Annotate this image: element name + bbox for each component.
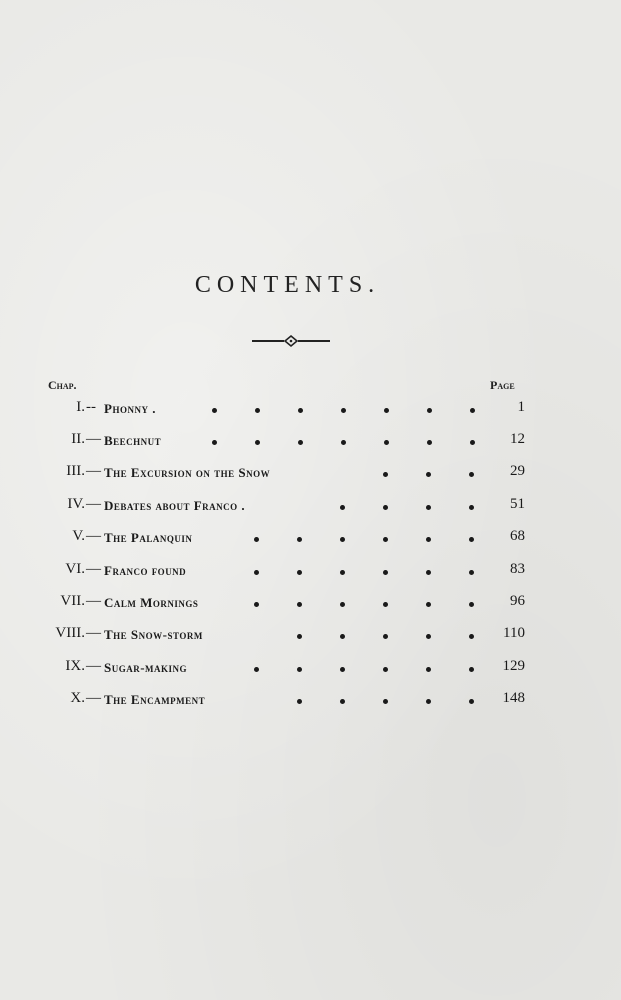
chapter-number: I.: [76, 399, 85, 415]
leader-dot: [383, 634, 388, 639]
page-number: 129: [502, 658, 525, 674]
page-number: 51: [510, 496, 525, 512]
chapter-number: VII.: [60, 593, 85, 609]
chapter-title: Beechnut: [104, 433, 162, 448]
page-number: 1: [517, 399, 525, 415]
leader-dot: [298, 408, 303, 413]
leader-dot: [469, 472, 474, 477]
leader-dot: [212, 440, 217, 445]
leader-dot: [426, 667, 431, 672]
leader-dot: [340, 699, 345, 704]
separator: —: [86, 593, 101, 609]
leader-dot: [340, 505, 345, 510]
chapter-number: VIII.: [55, 625, 85, 641]
leader-dot: [340, 570, 345, 575]
page-number: 110: [503, 625, 525, 641]
leader-dot: [384, 440, 389, 445]
contents-entry: [0, 561, 621, 585]
page-column-header: Page: [490, 378, 515, 392]
contents-entry: [0, 690, 621, 714]
leader-dot: [254, 537, 259, 542]
leader-dot: [341, 408, 346, 413]
leader-dot: [426, 537, 431, 542]
leader-dot: [298, 440, 303, 445]
page-number: 29: [510, 463, 525, 479]
contents-entry: [0, 658, 621, 682]
leader-dot: [427, 440, 432, 445]
chapter-title: The Encampment: [104, 692, 206, 707]
leader-dot: [383, 667, 388, 672]
leader-dot: [340, 602, 345, 607]
leader-dot: [297, 699, 302, 704]
leader-dot: [340, 634, 345, 639]
leader-dot: [255, 408, 260, 413]
chapter-number: X.: [70, 690, 85, 706]
chapter-number: III.: [66, 463, 85, 479]
leader-dot: [469, 634, 474, 639]
chapter-title: Sugar-making: [104, 660, 188, 675]
page-number: 83: [510, 561, 525, 577]
leader-dot: [384, 408, 389, 413]
separator: --: [86, 399, 96, 415]
leader-dot: [297, 667, 302, 672]
chapter-title: The Excursion on the Snow: [104, 465, 271, 480]
page-number: 68: [510, 528, 525, 544]
leader-dot: [383, 505, 388, 510]
leader-dot: [426, 570, 431, 575]
leader-dot: [383, 699, 388, 704]
chapter-title: Phonny .: [104, 401, 156, 416]
separator: —: [86, 528, 101, 544]
separator: —: [86, 431, 101, 447]
leader-dot: [469, 602, 474, 607]
leader-dot: [340, 537, 345, 542]
page-title: CONTENTS.: [194, 272, 381, 298]
contents-entry: [0, 625, 621, 649]
leader-dot: [470, 408, 475, 413]
leader-dot: [383, 472, 388, 477]
leader-dot: [427, 408, 432, 413]
contents-entry: [0, 496, 621, 520]
chapter-title: Debates about Franco .: [104, 498, 246, 513]
page-number: 96: [510, 593, 525, 609]
leader-dot: [469, 570, 474, 575]
chapter-title: The Snow-storm: [104, 627, 203, 642]
contents-entry: [0, 528, 621, 552]
leader-dot: [383, 537, 388, 542]
separator: —: [86, 658, 101, 674]
chapter-number: IV.: [67, 496, 85, 512]
leader-dot: [255, 440, 260, 445]
contents-entry: [0, 593, 621, 617]
leader-dot: [254, 570, 259, 575]
leader-dot: [297, 570, 302, 575]
leader-dot: [254, 602, 259, 607]
leader-dot: [297, 602, 302, 607]
leader-dot: [297, 537, 302, 542]
chapter-number: II.: [71, 431, 85, 447]
separator: —: [86, 625, 101, 641]
page-number: 12: [510, 431, 525, 447]
leader-dot: [426, 505, 431, 510]
leader-dot: [254, 667, 259, 672]
leader-dot: [297, 634, 302, 639]
ornament-rule-icon: [252, 334, 330, 348]
separator: —: [86, 496, 101, 512]
leader-dot: [341, 440, 346, 445]
chapter-column-header: Chap.: [48, 378, 77, 392]
leader-dot: [469, 537, 474, 542]
leader-dot: [469, 699, 474, 704]
leader-dot: [383, 602, 388, 607]
separator: —: [86, 561, 101, 577]
page-number: 148: [502, 690, 525, 706]
separator: —: [86, 690, 101, 706]
chapter-number: V.: [72, 528, 85, 544]
contents-entry: [0, 399, 621, 423]
chapter-title: Calm Mornings: [104, 595, 199, 610]
chapter-title: The Palanquin: [104, 530, 193, 545]
contents-entry: [0, 463, 621, 487]
leader-dot: [426, 602, 431, 607]
leader-dot: [470, 440, 475, 445]
separator: —: [86, 463, 101, 479]
leader-dot: [340, 667, 345, 672]
chapter-number: VI.: [65, 561, 85, 577]
leader-dot: [469, 667, 474, 672]
leader-dot: [426, 472, 431, 477]
leader-dot: [469, 505, 474, 510]
leader-dot: [426, 634, 431, 639]
leader-dot: [426, 699, 431, 704]
chapter-title: Franco found: [104, 563, 187, 578]
chapter-number: IX.: [65, 658, 85, 674]
contents-entry: [0, 431, 621, 455]
leader-dot: [383, 570, 388, 575]
leader-dot: [212, 408, 217, 413]
